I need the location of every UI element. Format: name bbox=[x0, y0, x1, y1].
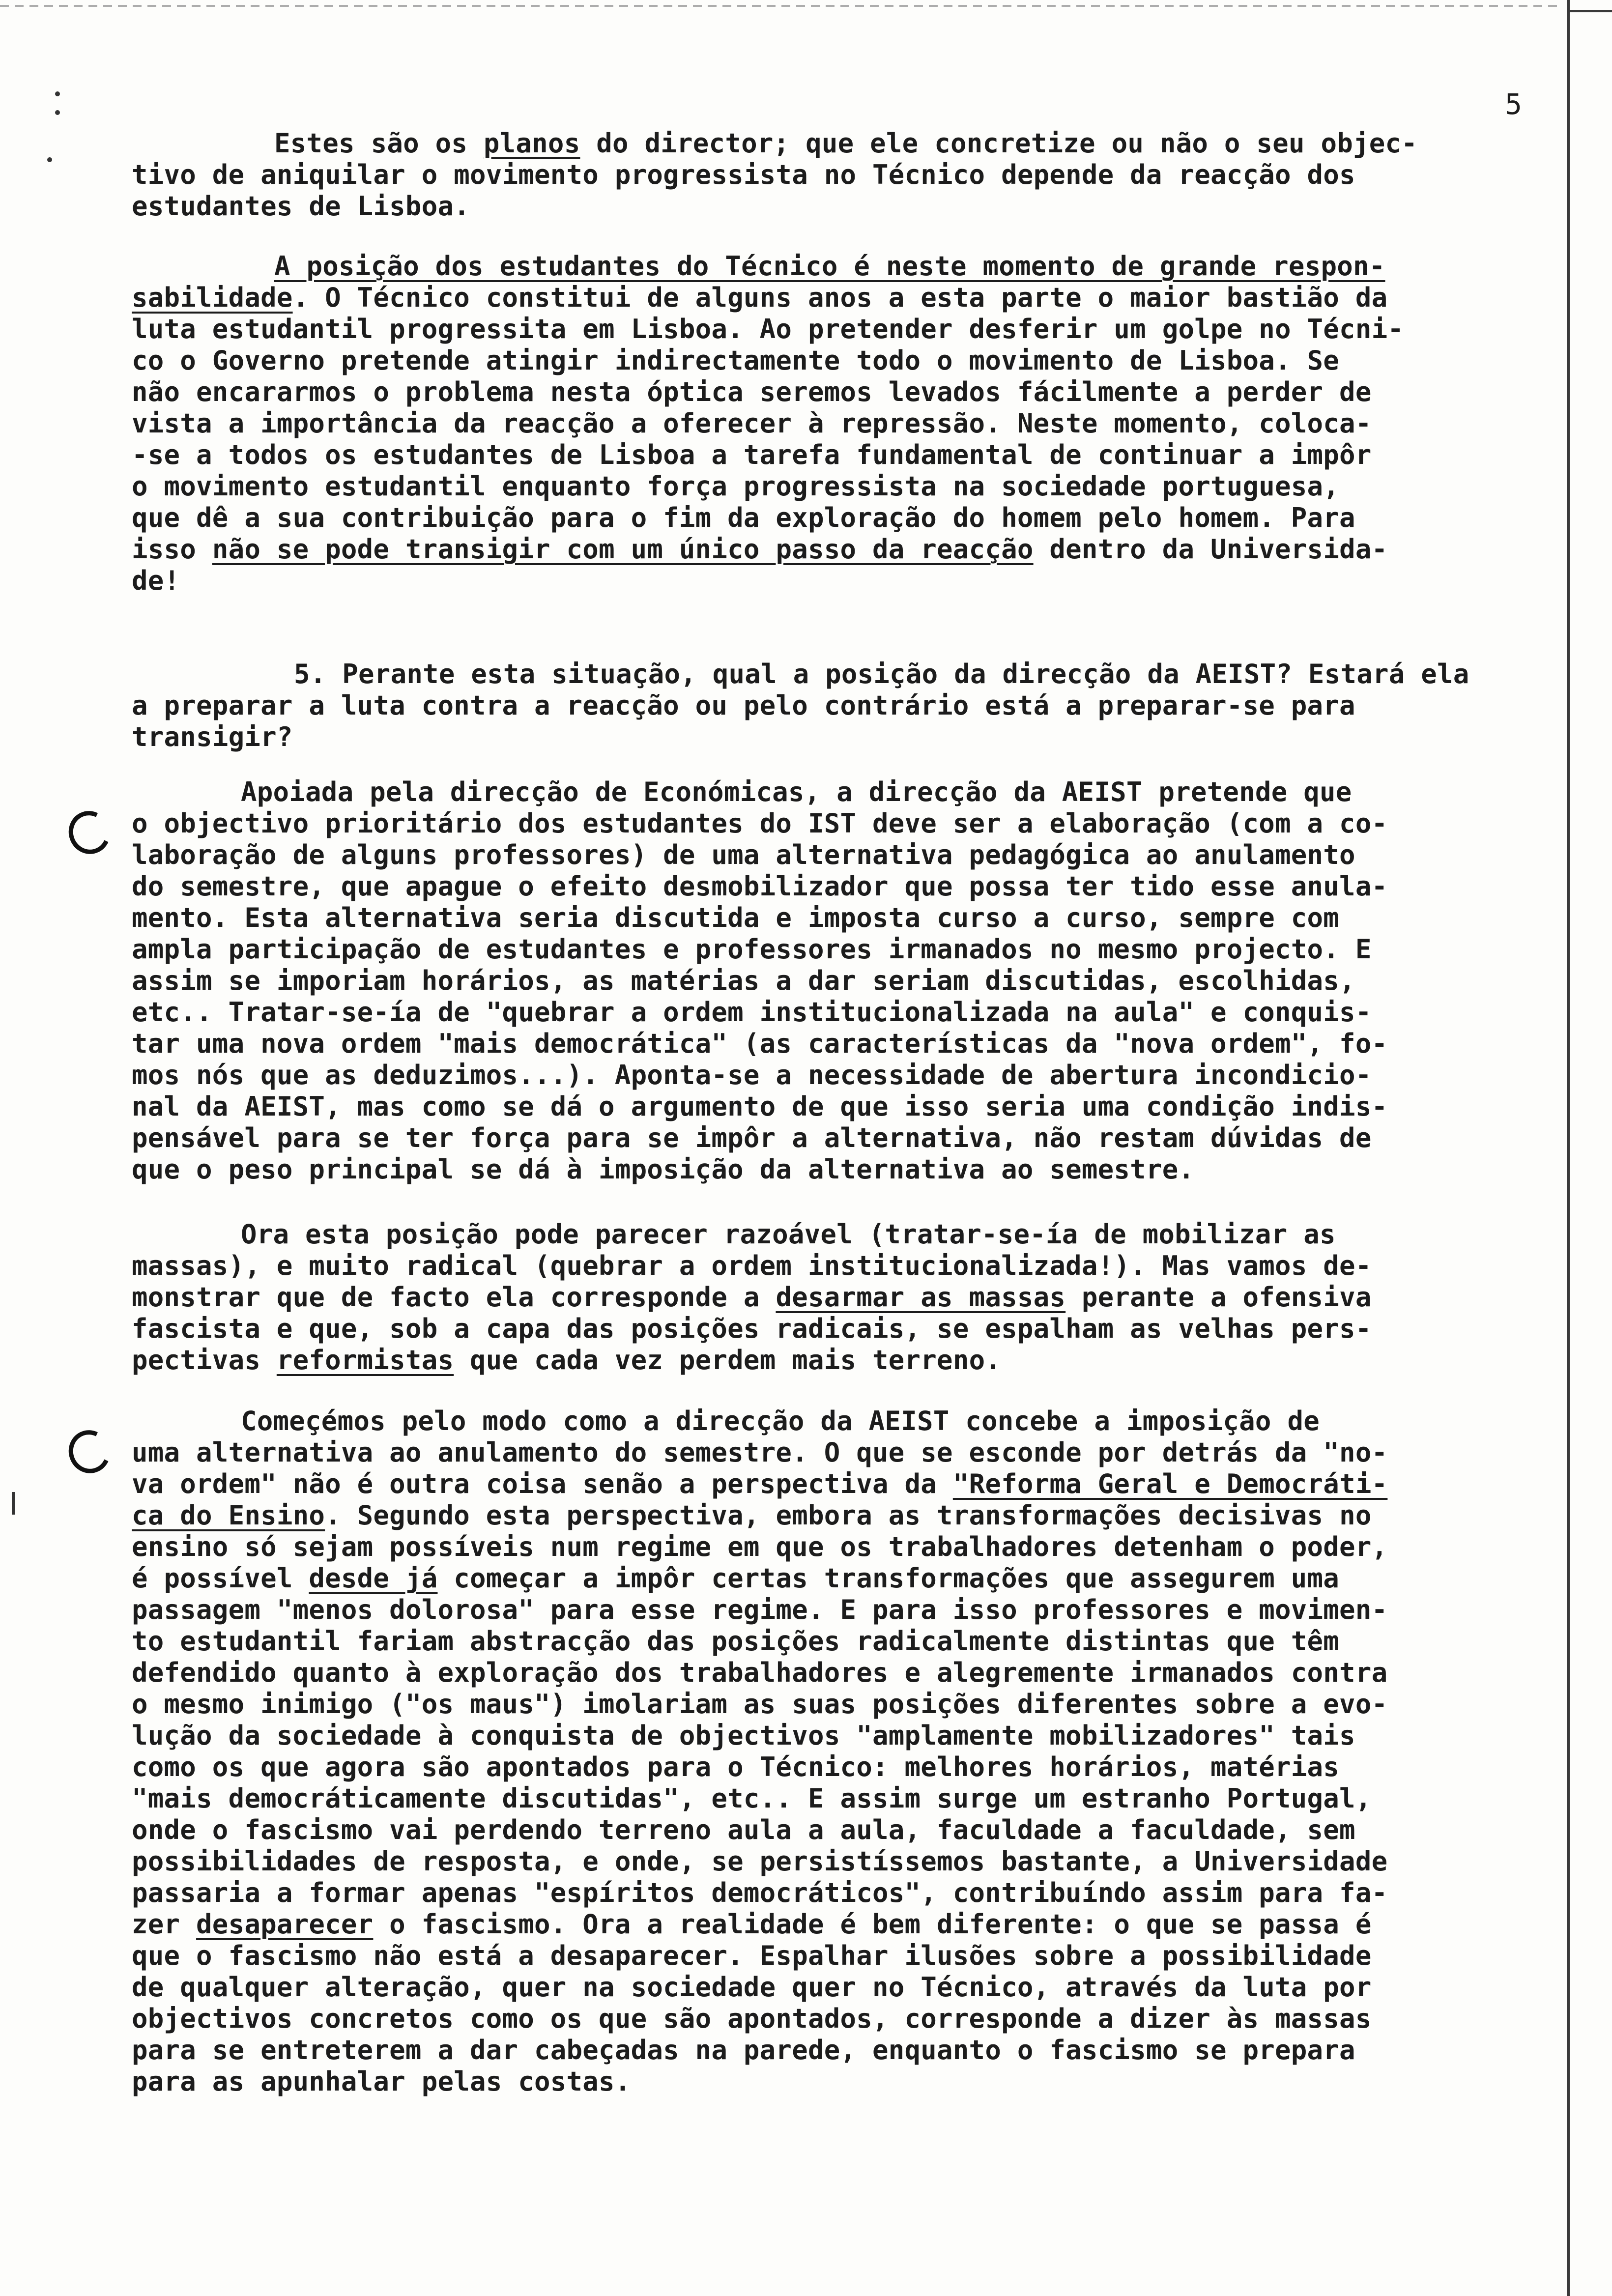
underlined-text: desaparecer bbox=[196, 1909, 374, 1940]
text-run: Estes são os bbox=[274, 128, 484, 159]
text-run: "mais democráticamente discutidas", etc.. E assim surge um estranho Portugal, bbox=[132, 1783, 1372, 1814]
text-run: para as apunhalar pelas costas. bbox=[132, 2066, 631, 2097]
text-run: do director; que ele concretize ou não o seu objec- bbox=[580, 128, 1418, 159]
text-line bbox=[132, 282, 1547, 314]
text-line bbox=[132, 2066, 1547, 2097]
text-run: assim se imporiam horários, as matérias a dar seriam discutidas, escolhidas, bbox=[132, 965, 1355, 996]
text-line bbox=[132, 1437, 1547, 1468]
text-line bbox=[132, 1345, 1547, 1376]
text-run: va ordem" não é outra coisa senão a perspectiva da bbox=[132, 1468, 953, 1499]
text-line bbox=[132, 1500, 1547, 1531]
text-run: o mesmo inimigo ("os maus") imolariam as suas posições diferentes sobre a evo- bbox=[132, 1689, 1388, 1720]
text-line bbox=[132, 965, 1547, 997]
text-run: dentro da Universida- bbox=[1033, 534, 1388, 565]
text-line bbox=[132, 1594, 1547, 1626]
text-line bbox=[132, 1814, 1547, 1846]
text-line bbox=[132, 1028, 1547, 1060]
text-run: Começémos pelo modo como a direcção da AEIST concebe a imposição de bbox=[241, 1406, 1320, 1436]
text-run: massas), e muito radical (quebrar a ordem institucionalizada!). Mas vamos de- bbox=[132, 1250, 1372, 1281]
text-run: tar uma nova ordem "mais democrática" (as características da "nova ordem", fo- bbox=[132, 1028, 1388, 1059]
text-line bbox=[132, 808, 1547, 839]
text-run: luta estudantil progressita em Lisboa. Ao pretender desferir um golpe no Técni- bbox=[132, 314, 1404, 344]
text-line bbox=[132, 934, 1547, 965]
text-run: como os que agora são apontados para o Técnico: melhores horários, matérias bbox=[132, 1751, 1340, 1782]
margin-tick bbox=[12, 1492, 15, 1515]
text-run: . Segundo esta perspectiva, embora as transformações decisivas no bbox=[325, 1500, 1372, 1531]
text-line bbox=[132, 997, 1547, 1028]
text-line bbox=[132, 1626, 1547, 1657]
underlined-text: ca do Ensino bbox=[132, 1500, 325, 1531]
text-run: transigir? bbox=[132, 721, 293, 752]
text-line bbox=[132, 690, 1547, 721]
underlined-text: planos bbox=[483, 128, 580, 159]
text-run: que cada vez perdem mais terreno. bbox=[454, 1345, 1002, 1376]
text-line bbox=[132, 1783, 1547, 1814]
text-run: de! bbox=[132, 565, 180, 596]
text-run: começar a impôr certas transformações que assegurem uma bbox=[437, 1563, 1340, 1594]
text-run: co o Governo pretende atingir indirectamente todo o movimento de Lisboa. Se bbox=[132, 345, 1340, 376]
text-run: mos nós que as deduzimos...). Aponta-se a necessidade de abertura incondicio- bbox=[132, 1060, 1372, 1091]
text-run: perante a ofensiva bbox=[1065, 1282, 1372, 1313]
underlined-text: reformistas bbox=[276, 1345, 454, 1376]
text-run: -se a todos os estudantes de Lisboa a tarefa fundamental de continuar a impôr bbox=[132, 439, 1372, 470]
underlined-text: A posição dos estudantes do Técnico é neste momento de grande respon- bbox=[274, 251, 1385, 282]
text-run: uma alternativa ao anulamento do semestre. O que se esconde por detrás da "no- bbox=[132, 1437, 1388, 1468]
text-line bbox=[132, 191, 1547, 222]
text-run: ensino só sejam possíveis num regime em que os trabalhadores detenham o poder, bbox=[132, 1531, 1388, 1562]
text-line bbox=[132, 159, 1547, 191]
text-run: o fascismo. Ora a realidade é bem diferente: o que se passa é bbox=[373, 1909, 1372, 1940]
text-line bbox=[132, 534, 1547, 565]
underlined-text: não se pode transigir com um único passo da reacção bbox=[212, 534, 1034, 565]
text-line bbox=[132, 1531, 1547, 1563]
text-run: estudantes de Lisboa. bbox=[132, 191, 470, 222]
text-line bbox=[132, 2003, 1547, 2035]
text-line bbox=[132, 721, 1547, 753]
text-line bbox=[132, 1689, 1547, 1720]
text-run: o movimento estudantil enquanto força progressista na sociedade portuguesa, bbox=[132, 471, 1340, 502]
text-run: defendido quanto à exploração dos trabalhadores e alegremente irmanados contra bbox=[132, 1657, 1388, 1688]
text-line bbox=[132, 1751, 1547, 1783]
text-line bbox=[132, 1972, 1547, 2003]
margin-dot bbox=[47, 157, 52, 162]
text-run: vista a importância da reacção a oferecer à repressão. Neste momento, coloca- bbox=[132, 408, 1372, 439]
text-line bbox=[132, 1468, 1547, 1500]
page-number: 5 bbox=[1505, 87, 1522, 121]
text-run: ampla participação de estudantes e professores irmanados no mesmo projecto. E bbox=[132, 934, 1372, 965]
text-line bbox=[132, 1250, 1547, 1282]
text-run: de qualquer alteração, quer na sociedade quer no Técnico, através da luta por bbox=[132, 1972, 1372, 2003]
text-run: para se entreterem a dar cabeçadas na parede, enquanto o fascismo se prepara bbox=[132, 2035, 1355, 2066]
text-run: passaria a formar apenas "espíritos democráticos", contribuíndo assim para fa- bbox=[132, 1877, 1388, 1908]
text-run: é possível bbox=[132, 1563, 309, 1594]
paragraph bbox=[132, 1406, 1547, 2097]
binder-hole-mark bbox=[62, 1424, 116, 1479]
paragraph bbox=[132, 128, 1547, 222]
text-run: que o peso principal se dá à imposição da alternativa ao semestre. bbox=[132, 1154, 1195, 1185]
text-run: do semestre, que apague o efeito desmobilizador que possa ter tido esse anula- bbox=[132, 871, 1388, 902]
text-line bbox=[132, 314, 1547, 345]
text-run: onde o fascismo vai perdendo terreno aula a aula, faculdade a faculdade, sem bbox=[132, 1814, 1355, 1845]
text-line bbox=[132, 902, 1547, 934]
text-run: mento. Esta alternativa seria discutida e imposta curso a curso, sempre com bbox=[132, 902, 1340, 933]
text-line bbox=[132, 1154, 1547, 1185]
text-run: objectivos concretos como os que são apontados, corresponde a dizer às massas bbox=[132, 2003, 1372, 2034]
text-run: a preparar a luta contra a reacção ou pelo contrário está a preparar-se para bbox=[132, 690, 1355, 721]
text-line bbox=[132, 345, 1547, 376]
text-run: passagem "menos dolorosa" para esse regime. E para isso professores e movimen- bbox=[132, 1594, 1388, 1625]
text-line bbox=[132, 2035, 1547, 2066]
text-run: pensável para se ter força para se impôr a alternativa, não restam dúvidas de bbox=[132, 1122, 1372, 1153]
right-margin-rule bbox=[1567, 0, 1570, 2296]
text-run: isso bbox=[132, 534, 212, 565]
text-line bbox=[132, 1060, 1547, 1091]
paragraph bbox=[132, 1219, 1547, 1376]
paragraph bbox=[132, 776, 1547, 1185]
text-line bbox=[132, 1720, 1547, 1751]
text-line bbox=[132, 659, 1547, 690]
text-line bbox=[132, 1282, 1547, 1313]
text-line bbox=[132, 376, 1547, 408]
text-run: tivo de aniquilar o movimento progressista no Técnico depende da reacção dos bbox=[132, 159, 1355, 190]
text-run: lução da sociedade à conquista de objectivos "amplamente mobilizadores" tais bbox=[132, 1720, 1355, 1751]
text-run: não encararmos o problema nesta óptica seremos levados fácilmente a perder de bbox=[132, 376, 1372, 407]
text-line bbox=[132, 1563, 1547, 1594]
margin-dot bbox=[55, 110, 60, 115]
text-run: o objectivo prioritário dos estudantes do IST deve ser a elaboração (com a co- bbox=[132, 808, 1388, 839]
text-line bbox=[132, 871, 1547, 902]
text-line bbox=[132, 1313, 1547, 1345]
paragraph bbox=[132, 659, 1547, 753]
paragraph bbox=[132, 251, 1547, 597]
text-run: que o fascismo não está a desaparecer. Espalhar ilusões sobre a possibilidade bbox=[132, 1940, 1372, 1971]
text-line bbox=[132, 502, 1547, 534]
text-line bbox=[132, 1846, 1547, 1877]
corner-rule-tick bbox=[1567, 10, 1612, 12]
underlined-text: desde já bbox=[309, 1563, 438, 1594]
text-line bbox=[132, 1219, 1547, 1250]
text-run: to estudantil fariam abstracção das posições radicalmente distintas que têm bbox=[132, 1626, 1340, 1657]
text-line bbox=[132, 1909, 1547, 1940]
text-run: pectivas bbox=[132, 1345, 277, 1376]
text-run: que dê a sua contribuição para o fim da exploração do homem pelo homem. Para bbox=[132, 502, 1355, 533]
text-run: 5. Perante esta situação, qual a posição da direcção da AEIST? Estará ela bbox=[294, 659, 1469, 689]
text-line bbox=[132, 1877, 1547, 1909]
text-run: zer bbox=[132, 1909, 197, 1940]
text-run: etc.. Tratar-se-ía de "quebrar a ordem institucionalizada na aula" e conquis- bbox=[132, 997, 1372, 1028]
text-run: . O Técnico constitui de alguns anos a esta parte o maior bastião da bbox=[292, 282, 1388, 313]
text-line bbox=[132, 471, 1547, 502]
text-line bbox=[132, 565, 1547, 597]
text-run: laboração de alguns professores) de uma alternativa pedagógica ao anulamento bbox=[132, 839, 1355, 870]
text-line bbox=[132, 1940, 1547, 1972]
text-line bbox=[132, 1091, 1547, 1122]
margin-dot bbox=[55, 91, 60, 96]
text-line bbox=[132, 128, 1547, 159]
text-line bbox=[132, 776, 1547, 808]
text-line bbox=[132, 439, 1547, 471]
body-text bbox=[132, 0, 1547, 2097]
text-run: nal da AEIST, mas como se dá o argumento de que isso seria uma condição indis- bbox=[132, 1091, 1388, 1122]
underlined-text: desarmar as massas bbox=[776, 1282, 1066, 1313]
text-line bbox=[132, 251, 1547, 282]
text-run: possibilidades de resposta, e onde, se persistíssemos bastante, a Universidade bbox=[132, 1846, 1388, 1877]
binder-hole-mark bbox=[62, 805, 116, 860]
text-run: Apoiada pela direcção de Económicas, a direcção da AEIST pretende que bbox=[241, 776, 1352, 807]
underlined-text: "Reforma Geral e Democráti- bbox=[952, 1468, 1388, 1499]
text-line bbox=[132, 1122, 1547, 1154]
text-line bbox=[132, 1657, 1547, 1689]
text-line bbox=[132, 839, 1547, 871]
text-run: fascista e que, sob a capa das posições radicais, se espalham as velhas pers- bbox=[132, 1313, 1372, 1344]
text-run: Ora esta posição pode parecer razoável (tratar-se-ía de mobilizar as bbox=[241, 1219, 1336, 1250]
text-run: monstrar que de facto ela corresponde a bbox=[132, 1282, 776, 1313]
text-line bbox=[132, 1406, 1547, 1437]
text-line bbox=[132, 408, 1547, 439]
underlined-text: sabilidade bbox=[132, 282, 293, 313]
